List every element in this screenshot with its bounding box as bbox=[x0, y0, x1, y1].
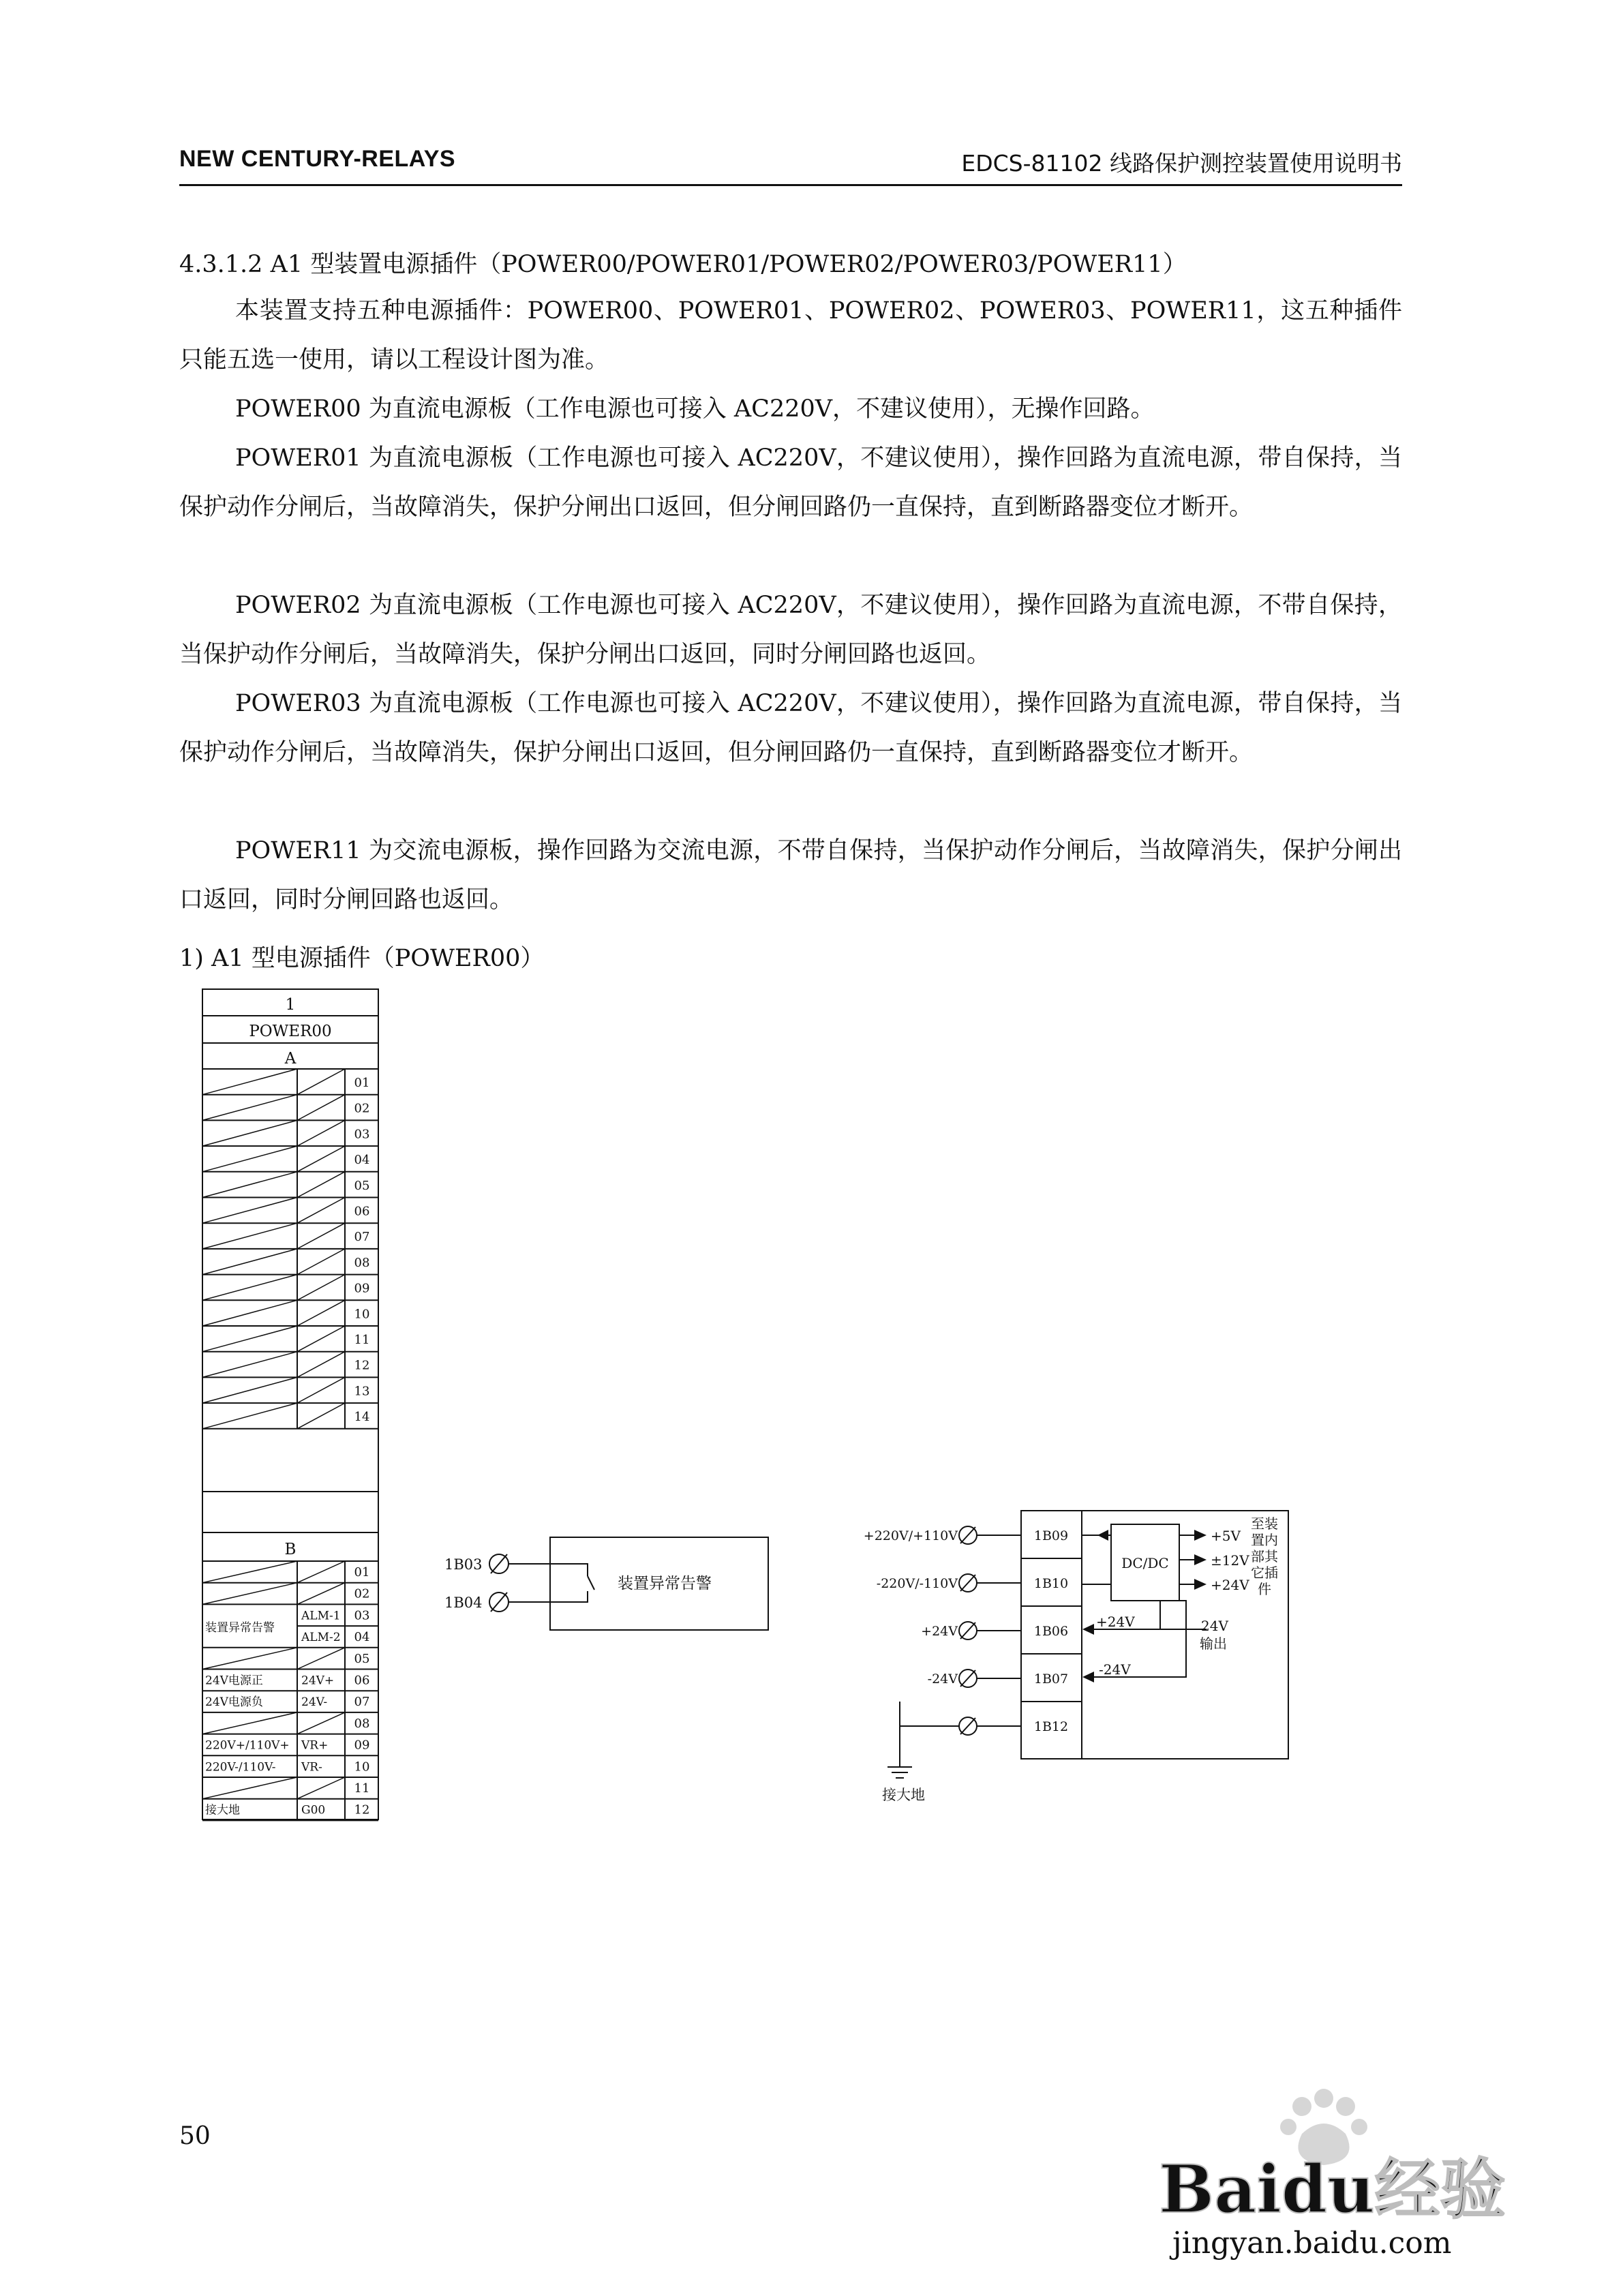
pin-number: 02 bbox=[354, 1101, 370, 1116]
table-group-b: B bbox=[284, 1541, 297, 1558]
signal-name: 220V-/110V- bbox=[205, 1760, 276, 1774]
table-slot-number: 1 bbox=[285, 996, 296, 1014]
group-a-row bbox=[202, 1249, 378, 1275]
group-b-row bbox=[202, 1670, 378, 1691]
signal-code: 24V+ bbox=[301, 1674, 335, 1688]
power-input-row bbox=[928, 1670, 1068, 1687]
signal-name: 装置异常告警 bbox=[205, 1621, 275, 1635]
signal-name: 接大地 bbox=[205, 1803, 240, 1817]
pin-number: 11 bbox=[354, 1333, 370, 1347]
pin-number: 08 bbox=[354, 1716, 370, 1731]
group-a-row bbox=[202, 1300, 378, 1326]
group-b-row bbox=[202, 1712, 378, 1734]
pin-number: 12 bbox=[354, 1802, 370, 1817]
group-b-row bbox=[202, 1583, 378, 1605]
input-label: -24V bbox=[927, 1672, 958, 1687]
output-destination-note bbox=[1251, 1515, 1279, 1597]
alarm-label: 装置异常告警 bbox=[618, 1575, 712, 1592]
input-label: -220V/-110V bbox=[876, 1576, 958, 1591]
pin-number: 02 bbox=[354, 1586, 370, 1601]
svg-text:它插: 它插 bbox=[1251, 1565, 1278, 1581]
group-a-row bbox=[202, 1146, 378, 1172]
group-b-row bbox=[202, 1755, 378, 1777]
terminal-1b04-label: 1B04 bbox=[444, 1595, 483, 1611]
pin-number: 14 bbox=[354, 1410, 370, 1425]
terminal-label: 1B10 bbox=[1033, 1576, 1069, 1591]
output-5v: +5V bbox=[1211, 1528, 1241, 1544]
paragraph-power11: POWER11 为交流电源板，操作回路为交流电源，不带自保持，当保护动作分闸后，当故障消失，保护分闸出口返回，同时分闸回路也返回。 bbox=[179, 837, 1402, 913]
power-input-row bbox=[900, 1717, 1068, 1735]
power-input-row bbox=[877, 1574, 1068, 1592]
paragraph-power03: POWER03 为直流电源板（工作电源也可接入 AC220V，不建议使用），操作回路为直流电源，带自保持，当保护动作分闸后，当故障消失，保护分闸出口返回，但分闸回路仍一直保持，直到断路器变位才断开。 bbox=[179, 690, 1402, 766]
group-b-row bbox=[202, 1734, 378, 1756]
baidu-watermark bbox=[1145, 2059, 1554, 2263]
group-b-row bbox=[202, 1561, 378, 1583]
pin-number: 08 bbox=[354, 1255, 370, 1270]
pin-number: 07 bbox=[354, 1230, 370, 1245]
terminal-label: 1B06 bbox=[1033, 1624, 1069, 1639]
group-a-row bbox=[202, 1223, 378, 1249]
pin-number: 10 bbox=[354, 1307, 370, 1322]
svg-text:输出: 输出 bbox=[1200, 1635, 1227, 1652]
paragraph-power02: POWER02 为直流电源板（工作电源也可接入 AC220V，不建议使用），操作回路为直流电源，不带自保持，当保护动作分闸后，当故障消失，保护分闸出口返回，同时分闸回路也返回。 bbox=[179, 592, 1402, 668]
terminal-label: 1B12 bbox=[1033, 1719, 1069, 1734]
group-a-row bbox=[202, 1198, 378, 1224]
output-12v: ±12V bbox=[1211, 1552, 1249, 1569]
pin-number: 05 bbox=[354, 1178, 370, 1193]
paragraph-power00: POWER00 为直流电源板（工作电源也可接入 AC220V，不建议使用），无操作回路。 bbox=[235, 395, 1155, 423]
signal-code: VR- bbox=[301, 1760, 322, 1774]
group-a-row bbox=[202, 1352, 378, 1378]
group-a-row bbox=[202, 1069, 378, 1095]
power-input-row bbox=[864, 1526, 1068, 1544]
terminal-label: 1B07 bbox=[1033, 1672, 1069, 1687]
group-a-row bbox=[202, 1326, 378, 1352]
power-supply-diagram bbox=[838, 1500, 1295, 1813]
pin-number: 06 bbox=[354, 1204, 370, 1219]
figure-list-title: 1) A1 型电源插件（POWER00） bbox=[179, 945, 545, 972]
signal-code: ALM-2 bbox=[301, 1631, 341, 1645]
page-number: 50 bbox=[179, 2122, 211, 2150]
header-rule bbox=[179, 184, 1402, 186]
svg-text:部其: 部其 bbox=[1251, 1548, 1278, 1565]
input-label: +220V/+110V bbox=[863, 1528, 958, 1543]
pin-number: 09 bbox=[354, 1281, 370, 1296]
table-group-a: A bbox=[284, 1050, 297, 1068]
inner-plus-24v: +24V bbox=[1096, 1614, 1135, 1630]
ground-symbol bbox=[888, 1756, 912, 1778]
pin-number: 06 bbox=[354, 1673, 370, 1688]
pin-number: 07 bbox=[354, 1695, 370, 1710]
inner-minus-24v: -24V bbox=[1099, 1661, 1131, 1678]
pin-number: 11 bbox=[354, 1781, 370, 1796]
signal-code: ALM-1 bbox=[301, 1609, 341, 1623]
svg-text:至装: 至装 bbox=[1251, 1515, 1278, 1532]
group-b-row bbox=[202, 1799, 378, 1821]
running-header-right: EDCS-81102 线路保护测控装置使用说明书 bbox=[961, 150, 1402, 177]
signal-code: G00 bbox=[301, 1803, 326, 1817]
group-b-row bbox=[202, 1648, 378, 1670]
group-a-row bbox=[202, 1275, 378, 1301]
pin-number: 04 bbox=[354, 1630, 370, 1645]
alarm-contact-diagram bbox=[436, 1527, 777, 1643]
group-a-row bbox=[202, 1120, 378, 1146]
paragraph-power01: POWER01 为直流电源板（工作电源也可接入 AC220V，不建议使用），操作回路为直流电源，带自保持，当保护动作分闸后，当故障消失，保护分闸出口返回，但分闸回路仍一直保持，直到断路器变位才断开。 bbox=[179, 444, 1402, 521]
table-board-name: POWER00 bbox=[249, 1023, 332, 1040]
svg-text:置内: 置内 bbox=[1251, 1532, 1278, 1548]
group-a-row bbox=[202, 1172, 378, 1198]
ground-label: 接大地 bbox=[882, 1787, 925, 1803]
signal-code: VR+ bbox=[301, 1738, 329, 1753]
group-b-row bbox=[202, 1777, 378, 1799]
terminal-1b03-label: 1B03 bbox=[444, 1556, 483, 1573]
power-input-row bbox=[921, 1622, 1068, 1640]
pin-number: 13 bbox=[354, 1384, 370, 1399]
group-b-row bbox=[202, 1691, 378, 1712]
pin-number: 05 bbox=[354, 1651, 370, 1666]
pin-number: 04 bbox=[354, 1153, 370, 1168]
pin-number: 03 bbox=[354, 1127, 370, 1142]
paragraph-intro: 本装置支持五种电源插件：POWER00、POWER01、POWER02、POWER03、POWER11，这五种插件只能五选一使用，请以工程设计图为准。 bbox=[179, 297, 1402, 374]
pin-number: 09 bbox=[354, 1738, 370, 1753]
group-a-row bbox=[202, 1095, 378, 1121]
signal-name: 24V电源负 bbox=[205, 1695, 263, 1710]
terminal-table bbox=[202, 988, 380, 1822]
svg-text:件: 件 bbox=[1258, 1581, 1271, 1597]
pin-number: 01 bbox=[354, 1076, 370, 1090]
group-b-row bbox=[205, 1604, 378, 1635]
pin-number: 03 bbox=[354, 1608, 370, 1623]
group-a-row bbox=[202, 1403, 378, 1429]
output-24v: +24V bbox=[1211, 1577, 1249, 1593]
dcdc-label: DC/DC bbox=[1121, 1555, 1169, 1571]
running-header-left: NEW CENTURY-RELAYS bbox=[179, 146, 456, 172]
svg-text:24V: 24V bbox=[1201, 1618, 1228, 1634]
watermark-brand: Baidu经验 bbox=[1159, 2151, 1506, 2228]
group-a-row bbox=[202, 1377, 378, 1403]
watermark-url: jingyan.baidu.com bbox=[1172, 2226, 1452, 2261]
input-label: +24V bbox=[921, 1624, 958, 1639]
24v-output-note bbox=[1200, 1618, 1228, 1652]
terminal-label: 1B09 bbox=[1033, 1528, 1069, 1543]
pin-number: 10 bbox=[354, 1759, 370, 1774]
signal-name: 24V电源正 bbox=[205, 1674, 263, 1688]
pin-number: 01 bbox=[354, 1565, 370, 1580]
signal-name: 220V+/110V+ bbox=[205, 1738, 290, 1753]
section-title: 4.3.1.2 A1 型装置电源插件（POWER00/POWER01/POWER02/POWER03/POWER11） bbox=[179, 251, 1187, 278]
signal-code: 24V- bbox=[301, 1695, 328, 1710]
pin-number: 12 bbox=[354, 1358, 370, 1373]
